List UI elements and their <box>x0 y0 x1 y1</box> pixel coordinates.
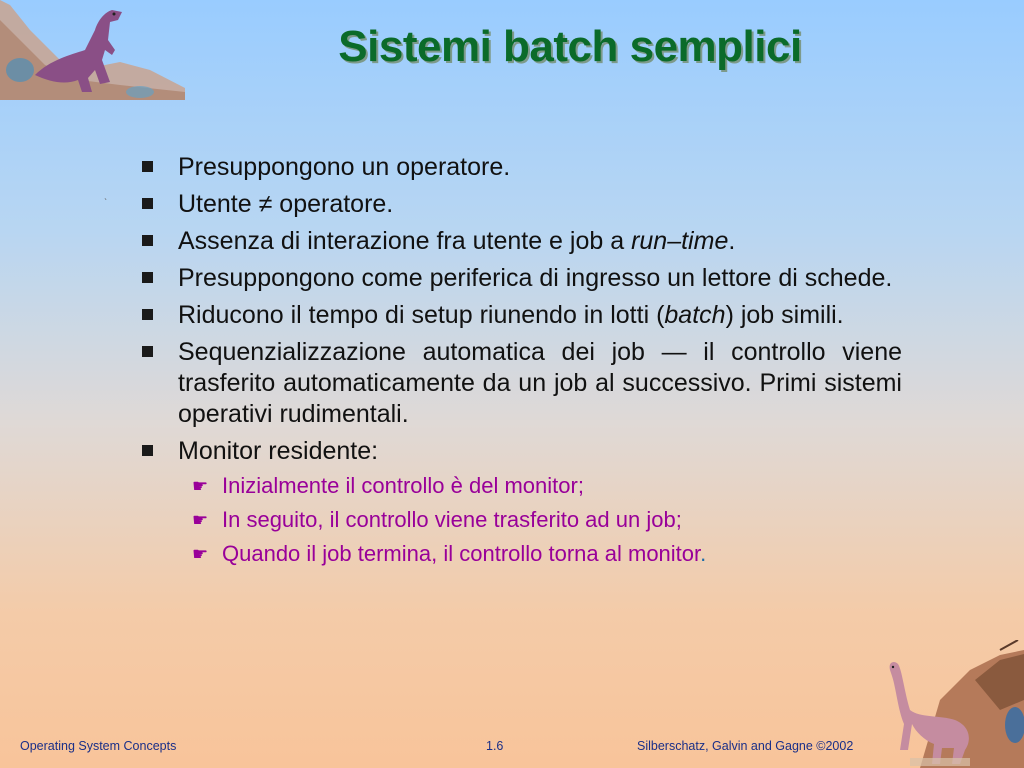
bullet-item <box>140 300 902 331</box>
subbullet-tail: . <box>700 541 707 566</box>
square-bullet-icon <box>142 309 153 320</box>
bullet-text: operatore. <box>272 190 394 218</box>
pointing-hand-icon: ☛ <box>192 476 209 496</box>
brontosaurus-illustration <box>880 640 1024 768</box>
bullet-text: Utente <box>178 190 259 218</box>
pointing-hand-icon: ☛ <box>192 510 209 530</box>
square-bullet-icon <box>142 235 153 246</box>
bullet-text: Presuppongono come periferica di ingresso un lettore di schede. <box>178 264 893 292</box>
pointing-hand-icon: ☛ <box>192 544 209 564</box>
subbullet-text: Inizialmente il controllo è del monitor; <box>222 473 584 498</box>
bullet-text: Presuppongono un operatore. <box>178 153 511 181</box>
square-bullet-icon <box>142 161 153 172</box>
bullet-emphasis: batch <box>664 301 726 329</box>
bullet-list <box>140 152 902 571</box>
bullet-text: . <box>728 227 736 255</box>
bullet-item <box>140 226 902 257</box>
subbullet-item <box>140 469 902 503</box>
not-equal-symbol: ≠ <box>258 190 273 218</box>
bullet-item <box>140 337 902 430</box>
square-bullet-icon <box>142 346 153 357</box>
subbullet-text: In seguito, il controllo viene trasferito ad un job; <box>222 507 682 532</box>
bullet-text: Assenza di interazione fra utente e job a <box>178 227 632 255</box>
square-bullet-icon <box>142 272 153 283</box>
footer-copyright: Silberschatz, Galvin and Gagne ©2002 <box>637 739 854 753</box>
bullet-item <box>140 263 902 294</box>
slide-title: Sistemi batch semplici <box>338 22 802 71</box>
subbullet-text: Quando il job termina, il controllo torna al monitor <box>222 541 701 566</box>
bullet-text: Sequenzializzazione automatica dei job — il controllo viene trasferito automaticamente da un job al successivo. Primi sistemi operativi rudimentali. <box>178 338 902 428</box>
bullet-text: Monitor residente: <box>178 437 379 465</box>
bullet-text: Riducono il tempo di setup riunendo in lotti ( <box>178 301 665 329</box>
stray-mark: ˋ <box>104 198 108 209</box>
bullet-emphasis: run–time <box>631 227 729 255</box>
subbullet-item <box>140 503 902 537</box>
tyrannosaurus-illustration <box>0 0 190 108</box>
square-bullet-icon <box>142 445 153 456</box>
bullet-text: ) job simili. <box>725 301 844 329</box>
square-bullet-icon <box>142 198 153 209</box>
footer-course-title: Operating System Concepts <box>20 739 177 753</box>
bullet-item <box>140 152 902 183</box>
bullet-item <box>140 436 902 467</box>
footer-slide-number: 1.6 <box>486 739 504 753</box>
bullet-item <box>140 189 902 220</box>
subbullet-item <box>140 537 902 571</box>
